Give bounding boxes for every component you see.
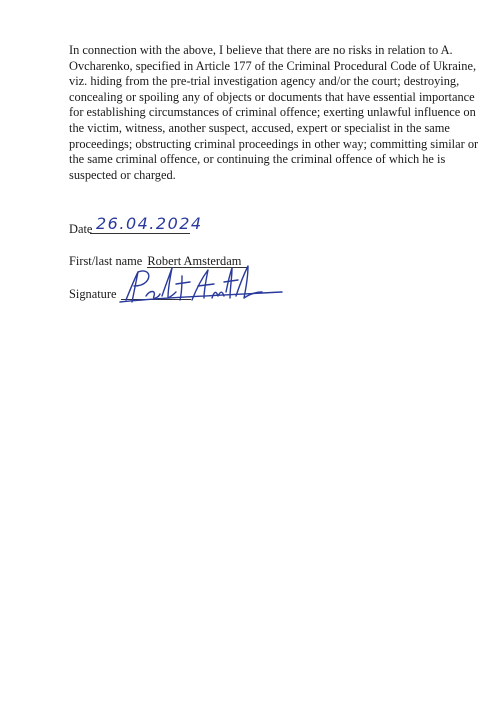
date-underline bbox=[90, 233, 190, 234]
date-field bbox=[69, 222, 92, 237]
handwritten-signature-icon bbox=[116, 262, 286, 310]
name-value: Robert Amsterdam bbox=[147, 254, 242, 268]
date-label: Date bbox=[69, 222, 93, 236]
name-label: First/last name bbox=[69, 254, 143, 268]
signature-field bbox=[69, 287, 117, 302]
handwritten-date: 26.04.2024 bbox=[96, 214, 203, 233]
statement-paragraph: In connection with the above, I believe that there are no risks in relation to A. Ovcharenko, specified in Article 177 of the Criminal Procedural Code of Ukraine, viz. hiding from the pre-trial investigation agency and/or the court; destroying, concealing or spoiling any of objects or documents that have essential importance for establishing circumstances of criminal offence; exerting unlawful influence on the victim, witness, another suspect, accused, expert or specialist in the same proceedings; obstructing criminal proceedings in other way; committing similar or the same criminal offence, or continuing the criminal offence of which he is suspected or charged. bbox=[69, 43, 479, 182]
signature-label: Signature bbox=[69, 287, 117, 301]
